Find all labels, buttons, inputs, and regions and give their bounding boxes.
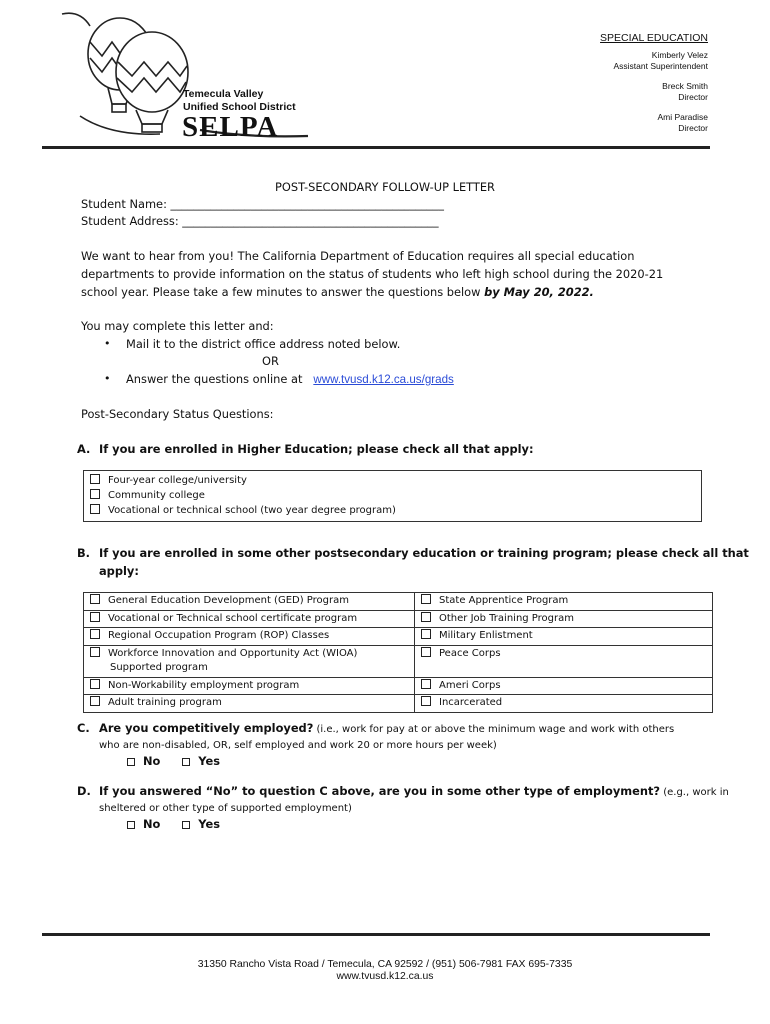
question-b-text-cont: apply: bbox=[99, 564, 139, 578]
selpa-wordmark: SELPA bbox=[182, 111, 279, 143]
intro-text: school year. Please take a few minutes to answer the questions below bbox=[81, 285, 485, 299]
checkbox-option[interactable] bbox=[415, 593, 713, 611]
checkbox-option[interactable] bbox=[84, 628, 415, 646]
staff-header bbox=[600, 33, 708, 143]
staff-member bbox=[600, 50, 708, 72]
intro-line: We want to hear from you! The California Department of Education requires all special education bbox=[81, 249, 635, 263]
question-d-note-cont: sheltered or other type of supported employment) bbox=[99, 803, 352, 814]
bullet-icon: • bbox=[104, 337, 111, 350]
checkbox-option[interactable] bbox=[415, 645, 713, 677]
question-d-answers bbox=[127, 816, 220, 834]
staff-name: Ami Paradise bbox=[657, 112, 708, 122]
staff-role: Director bbox=[678, 92, 708, 102]
checkbox-icon[interactable] bbox=[421, 696, 431, 706]
question-c-answers bbox=[127, 753, 220, 771]
checkbox-icon[interactable] bbox=[127, 758, 135, 766]
question-b-text: If you are enrolled in some other postsecondary education or training program; please check all that bbox=[99, 546, 749, 560]
option-label: Community college bbox=[108, 490, 205, 501]
staff-name: Breck Smith bbox=[662, 81, 708, 91]
option-label: Regional Occupation Program (ROP) Classes bbox=[108, 630, 330, 641]
deadline: by May 20, 2022. bbox=[484, 285, 594, 299]
question-c-line bbox=[99, 720, 674, 739]
staff-member bbox=[600, 81, 708, 103]
staff-name: Kimberly Velez bbox=[651, 50, 708, 60]
question-d-label: D. bbox=[77, 784, 91, 798]
header-divider bbox=[42, 146, 710, 149]
question-b-label: B. bbox=[77, 546, 91, 560]
checkbox-icon[interactable] bbox=[90, 489, 100, 499]
complete-intro: You may complete this letter and: bbox=[81, 319, 274, 333]
question-d-text: If you answered “No” to question C above, are you in some other type of employment? bbox=[99, 784, 661, 798]
checkbox-icon[interactable] bbox=[421, 679, 431, 689]
staff-role: Director bbox=[678, 123, 708, 133]
intro-line bbox=[81, 284, 594, 302]
checkbox-option[interactable] bbox=[90, 474, 247, 487]
footer bbox=[0, 959, 770, 983]
checkbox-option[interactable] bbox=[415, 677, 713, 695]
checkbox-icon[interactable] bbox=[90, 612, 100, 622]
district-name-line1: Temecula Valley bbox=[183, 88, 264, 100]
footer-website[interactable]: www.tvusd.k12.ca.us bbox=[336, 971, 434, 982]
footer-divider bbox=[42, 933, 710, 936]
checkbox-icon[interactable] bbox=[421, 647, 431, 657]
option-label: Four-year college/university bbox=[108, 475, 247, 486]
answer-no[interactable]: No bbox=[143, 754, 161, 768]
option-mail: Mail it to the district office address noted below. bbox=[126, 337, 401, 351]
question-a-options bbox=[83, 470, 702, 522]
checkbox-option[interactable] bbox=[415, 695, 713, 713]
student-address-field[interactable]: Student Address: _____________________________________________ bbox=[81, 214, 439, 228]
option-label: Vocational or technical school (two year degree program) bbox=[108, 505, 396, 516]
checkbox-icon[interactable] bbox=[421, 612, 431, 622]
option-label: Military Enlistment bbox=[439, 630, 533, 641]
answer-yes[interactable]: Yes bbox=[198, 754, 221, 768]
checkbox-icon[interactable] bbox=[90, 629, 100, 639]
question-c-label: C. bbox=[77, 721, 90, 735]
option-online bbox=[126, 371, 454, 389]
option-label: Workforce Innovation and Opportunity Act (WIOA) bbox=[108, 647, 358, 659]
district-name-line2: Unified School District bbox=[183, 101, 296, 113]
option-label: Peace Corps bbox=[439, 647, 501, 659]
checkbox-icon[interactable] bbox=[90, 647, 100, 657]
question-c-note-cont: who are non-disabled, OR, self employed and work 20 or more hours per week) bbox=[99, 740, 497, 751]
checkbox-option[interactable] bbox=[90, 489, 205, 502]
checkbox-icon[interactable] bbox=[90, 504, 100, 514]
question-d-line bbox=[99, 783, 729, 802]
option-label-cont: Supported program bbox=[110, 662, 208, 673]
option-label: General Education Development (GED) Program bbox=[108, 595, 349, 606]
option-label: Ameri Corps bbox=[439, 679, 501, 691]
checkbox-option[interactable] bbox=[84, 677, 415, 695]
student-name-field[interactable]: Student Name: ________________________________________________ bbox=[81, 197, 444, 211]
question-a-label: A. bbox=[77, 442, 91, 456]
status-heading: Post-Secondary Status Questions: bbox=[81, 407, 274, 421]
option-label: State Apprentice Program bbox=[439, 595, 569, 606]
intro-line: departments to provide information on the status of students who left high school during the 2020-21 bbox=[81, 267, 664, 281]
question-c-text: Are you competitively employed? bbox=[99, 721, 314, 735]
checkbox-icon[interactable] bbox=[127, 821, 135, 829]
letter-title: POST-SECONDARY FOLLOW-UP LETTER bbox=[275, 180, 495, 194]
question-c-note: (i.e., work for pay at or above the minimum wage and work with others bbox=[313, 724, 675, 735]
checkbox-option[interactable] bbox=[84, 610, 415, 628]
department-title: SPECIAL EDUCATION bbox=[600, 32, 708, 44]
option-label: Other Job Training Program bbox=[439, 612, 574, 624]
answer-no[interactable]: No bbox=[143, 817, 161, 831]
or-separator: OR bbox=[262, 354, 279, 368]
online-survey-link[interactable]: www.tvusd.k12.ca.us/grads bbox=[313, 373, 454, 386]
checkbox-icon[interactable] bbox=[90, 474, 100, 484]
footer-address: 31350 Rancho Vista Road / Temecula, CA 92592 / (951) 506-7981 FAX 695-7335 bbox=[197, 959, 573, 970]
checkbox-icon[interactable] bbox=[90, 679, 100, 689]
option-label: Incarcerated bbox=[439, 697, 503, 708]
staff-member bbox=[600, 112, 708, 134]
checkbox-icon[interactable] bbox=[90, 594, 100, 604]
checkbox-icon[interactable] bbox=[182, 821, 190, 829]
checkbox-option[interactable] bbox=[415, 610, 713, 628]
checkbox-option[interactable] bbox=[84, 645, 415, 677]
checkbox-option[interactable] bbox=[84, 593, 415, 611]
checkbox-option[interactable] bbox=[90, 504, 396, 517]
checkbox-option[interactable] bbox=[84, 695, 415, 713]
checkbox-icon[interactable] bbox=[421, 629, 431, 639]
checkbox-option[interactable] bbox=[415, 628, 713, 646]
staff-role: Assistant Superintendent bbox=[613, 61, 708, 71]
question-b-options bbox=[83, 592, 713, 713]
option-label: Non-Workability employment program bbox=[108, 679, 300, 691]
checkbox-icon[interactable] bbox=[421, 594, 431, 604]
question-d-note: (e.g., work in bbox=[660, 787, 729, 798]
option-label: Adult training program bbox=[108, 697, 222, 708]
checkbox-icon[interactable] bbox=[90, 696, 100, 706]
question-a-text: If you are enrolled in Higher Education; please check all that apply: bbox=[99, 442, 534, 456]
answer-yes[interactable]: Yes bbox=[198, 817, 221, 831]
checkbox-icon[interactable] bbox=[182, 758, 190, 766]
option-online-text: Answer the questions online at bbox=[126, 372, 303, 386]
option-label: Vocational or Technical school certificate program bbox=[108, 612, 358, 624]
bullet-icon: • bbox=[104, 372, 111, 385]
